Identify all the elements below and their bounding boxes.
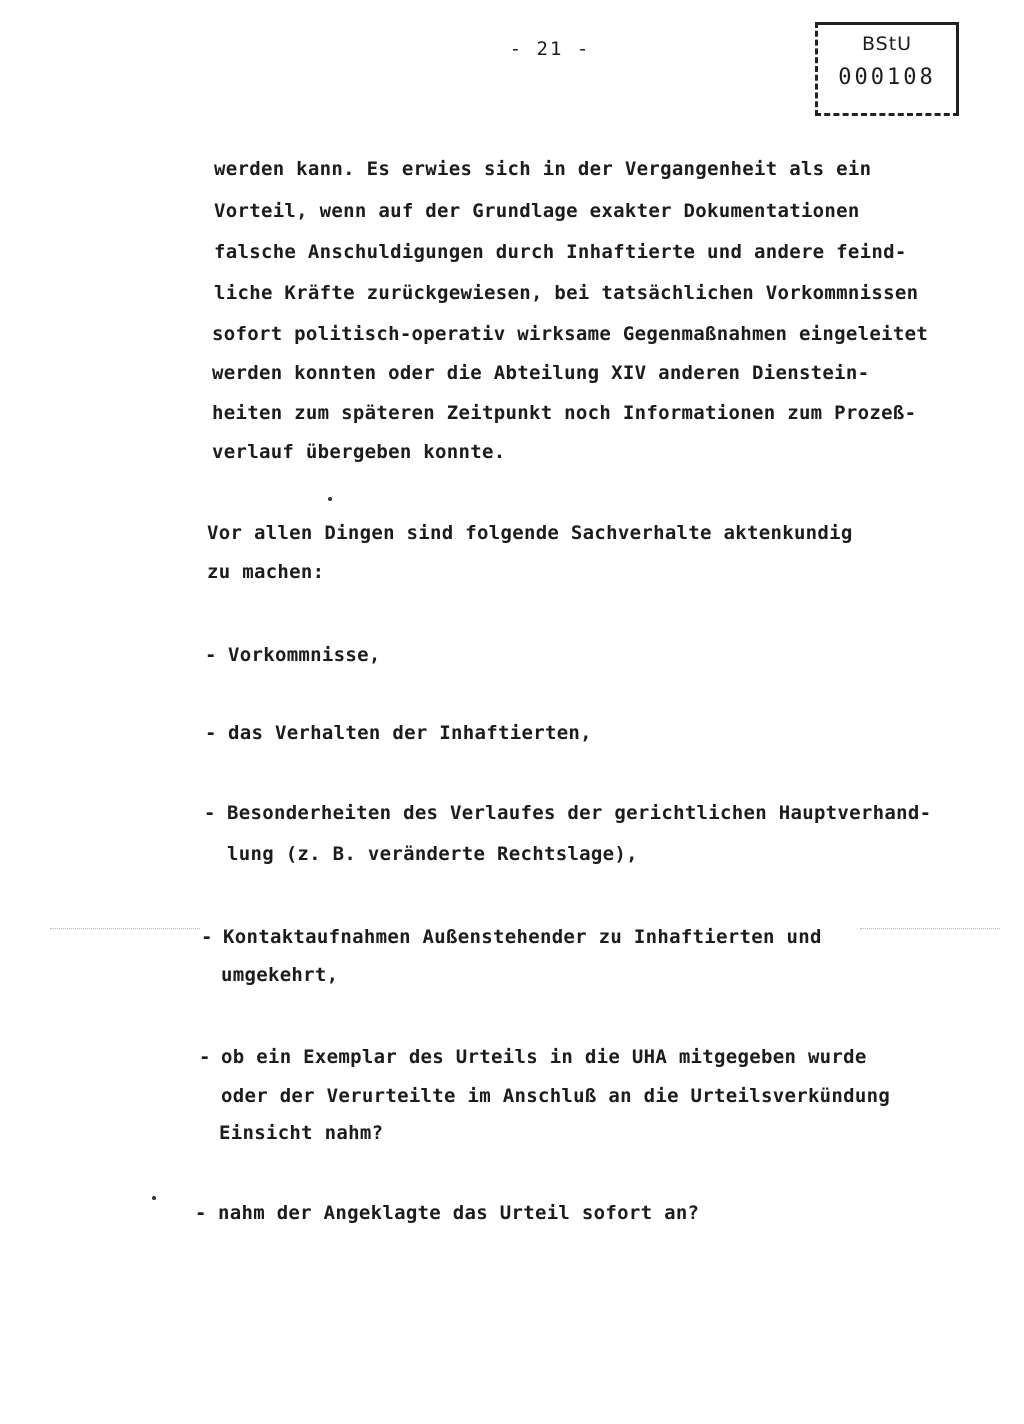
paragraph-line: Vorteil, wenn auf der Grundlage exakter Dokumentationen: [214, 200, 860, 222]
stamp-title: BStU: [861, 33, 913, 55]
stamp-number: 000108: [838, 65, 936, 90]
bullet-text: oder der Verurteilte im Anschluß an die Urteilsverkündung: [221, 1085, 891, 1107]
bullet-text: umgekehrt,: [221, 964, 339, 986]
paragraph-line: sofort politisch-operativ wirksame Gegenmaßnahmen eingeleitet: [212, 323, 929, 345]
paragraph-line: falsche Anschuldigungen durch Inhaftierte und andere feind-: [214, 241, 907, 263]
bullet-text: Kontaktaufnahmen Außenstehender zu Inhaftierten und: [223, 926, 822, 948]
paragraph-line: zu machen:: [207, 561, 325, 583]
archive-stamp: [815, 22, 959, 116]
paragraph-line: verlauf übergeben konnte.: [212, 441, 506, 463]
scan-speck: [152, 1196, 156, 1200]
paragraph-line: liche Kräfte zurückgewiesen, bei tatsächlichen Vorkommnissen: [214, 282, 919, 304]
scan-artifact-line: [50, 928, 200, 929]
paragraph-line: heiten zum späteren Zeitpunkt noch Informationen zum Prozeß-: [212, 402, 917, 424]
bullet-dash: -: [201, 926, 213, 948]
bullet-text: Einsicht nahm?: [219, 1122, 384, 1144]
page-number: - 21 -: [509, 38, 591, 60]
paragraph-line: werden konnten oder die Abteilung XIV anderen Dienstein-: [212, 362, 870, 384]
scan-speck: [328, 497, 332, 501]
bullet-dash: -: [205, 644, 217, 666]
bullet-text: nahm der Angeklagte das Urteil sofort an?: [218, 1202, 700, 1224]
bullet-dash: -: [205, 722, 217, 744]
bullet-dash: -: [195, 1202, 207, 1224]
bullet-dash: -: [204, 802, 216, 824]
bullet-dash: -: [199, 1046, 211, 1068]
scan-artifact-line: [860, 928, 1000, 929]
bullet-text: lung (z. B. veränderte Rechtslage),: [227, 843, 638, 865]
paragraph-line: Vor allen Dingen sind folgende Sachverhalte aktenkundig: [207, 522, 853, 544]
paragraph-line: werden kann. Es erwies sich in der Vergangenheit als ein: [214, 158, 872, 180]
bullet-text: Vorkommnisse,: [228, 644, 381, 666]
bullet-text: das Verhalten der Inhaftierten,: [228, 722, 592, 744]
bullet-text: ob ein Exemplar des Urteils in die UHA mitgegeben wurde: [221, 1046, 867, 1068]
bullet-text: Besonderheiten des Verlaufes der gerichtlichen Hauptverhand-: [227, 802, 932, 824]
